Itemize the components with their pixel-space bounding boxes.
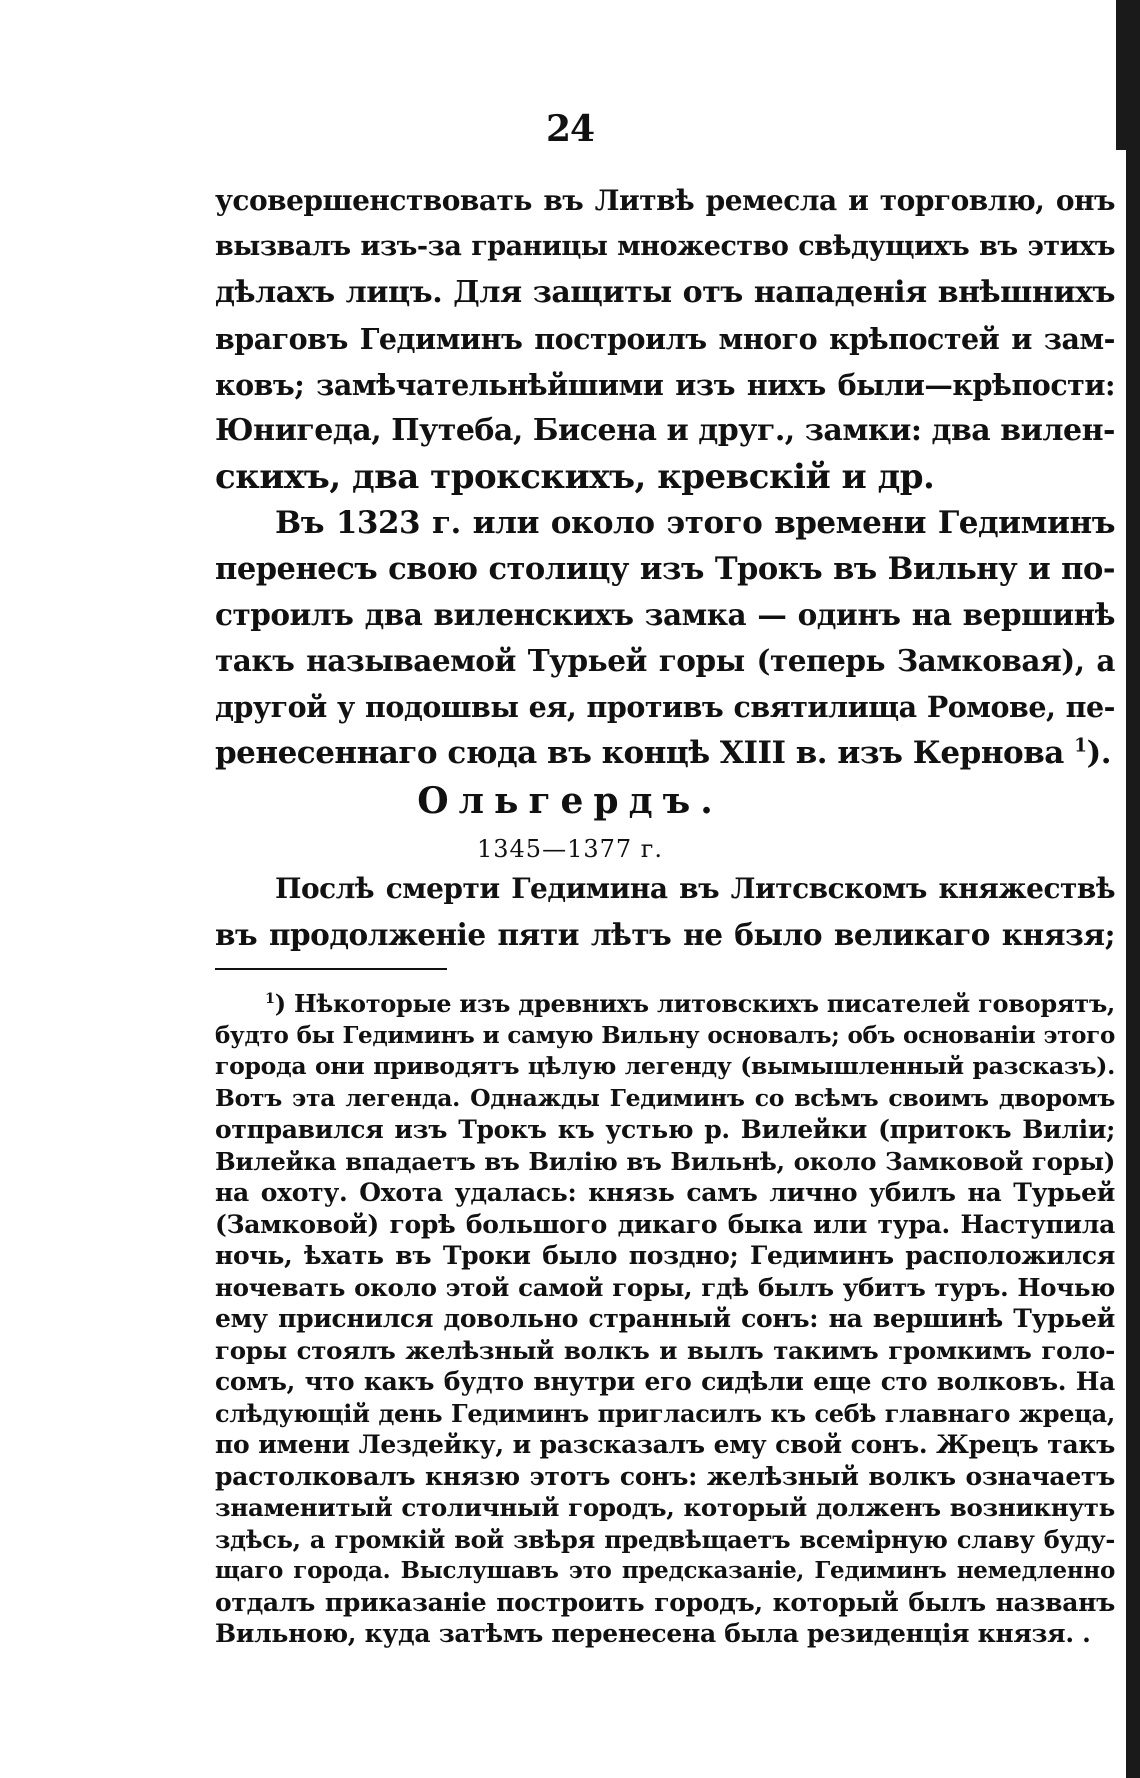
footnote-line: знаменитый столичный городъ, который долженъ возникнуть (215, 1493, 1115, 1522)
footnote-line: на охоту. Охота удалась: князь самъ лично убилъ на Турьей (215, 1178, 1115, 1207)
text-line: враговъ Гедиминъ построилъ много крѣпостей и зам- (215, 322, 1115, 356)
text-line: вызвалъ изъ-за границы множество свѣдущихъ въ этихъ (215, 231, 1115, 262)
footnote-line: ночь, ѣхать въ Троки было поздно; Гедиминъ расположился (215, 1241, 1115, 1270)
footnote-line: Вотъ эта легенда. Однажды Гедиминъ со всѣмъ своимъ дворомъ (215, 1083, 1115, 1112)
text-line: другой у подошвы ея, противъ святилища Ромове, пе- (215, 690, 1115, 724)
footnote-line: щаго города. Выслушавъ это предсказаніе, Гедиминъ немедленно (215, 1557, 1115, 1584)
footnote-line: отдалъ приказаніе построить городъ, который былъ названъ (215, 1587, 1115, 1617)
text-line: такъ называемой Турьей горы (теперь Замковая), а (215, 643, 1115, 678)
footnote-line: слѣдующій день Гедиминъ пригласилъ къ себѣ главнаго жреца, (215, 1398, 1115, 1428)
footnote-separator (215, 968, 447, 970)
page-edge-shadow (1126, 0, 1140, 1778)
text-line: ковъ; замѣчательнѣйшими изъ нихъ были—крѣпости: (215, 368, 1115, 402)
main-text-block (215, 178, 1115, 776)
footnote-line: сомъ, что какъ будто внутри его сидѣли еще сто волковъ. На (215, 1367, 1115, 1396)
text-line: перенесъ свою столицу изъ Трокъ въ Вильну и по- (215, 551, 1115, 587)
footnote-line: города они приводятъ цѣлую легенду (вымышленный разсказъ). (215, 1052, 1115, 1080)
footnote-line: ночевать около этой самой горы, гдѣ былъ убитъ туръ. Ночью (215, 1272, 1115, 1302)
text-line: Въ 1323 г. или около этого времени Гедиминъ (275, 505, 1115, 541)
text-line-with-note (215, 730, 1115, 776)
section-years: 1345—1377 г. (477, 835, 663, 863)
footnote-line: (Замковой) горѣ большого дикаго быка или тура. Наступила (215, 1209, 1115, 1239)
footnote-reference: 1 (1074, 735, 1087, 757)
text-line: въ продолженіе пяти лѣтъ не было великаго князя; (215, 917, 1115, 952)
text-line: Юнигеда, Путеба, Бисена и друг., замки: два вилен- (215, 413, 1115, 448)
footnote-mark: 1 (265, 990, 275, 1007)
footnote-line: здѣсь, а громкій вой звѣря предвѣщаетъ всемірную славу буду- (215, 1524, 1115, 1554)
text-segment: ) Нѣкоторые изъ древнихъ литовскихъ писателей говорятъ, (274, 989, 1115, 1018)
text-line: Послѣ смерти Гедимина въ Литсвскомъ княжествѣ (275, 872, 1115, 905)
text-segment: ренесеннаго сюда въ концѣ XIII в. изъ Кернова (215, 735, 1064, 771)
text-line: дѣлахъ лицъ. Для защиты отъ нападенія внѣшнихъ (215, 275, 1115, 310)
footnote-line: растолковалъ князю этотъ сонъ: желѣзный волкъ означаетъ (215, 1461, 1115, 1491)
footnote-line: ему приснился довольно странный сонъ: на вершинѣ Турьей (215, 1304, 1115, 1333)
footnote-block (215, 988, 1115, 1650)
footnote-line: по имени Лездейку, и разсказалъ ему свой сонъ. Жрецъ такъ (215, 1430, 1115, 1459)
text-line: скихъ, два трокскихъ, кревскій и др. (215, 457, 935, 497)
text-line: усовершенствовать въ Литвѣ ремесла и торговлю, онъ (215, 184, 1115, 217)
page-number: 24 (545, 108, 595, 150)
section-text-block (215, 866, 1115, 958)
footnote-line: горы стоялъ желѣзный волкъ и вылъ такимъ громкимъ голо- (215, 1335, 1115, 1365)
footnote-line (215, 988, 1115, 1020)
footnote-line: отправился изъ Трокъ къ устью р. Вилейки (притокъ Виліи; (215, 1115, 1115, 1144)
text-line: строилъ два виленскихъ замка — одинъ на вершинѣ (215, 597, 1115, 632)
text-segment: ). (1086, 735, 1112, 771)
footnote-line: Вилейка впадаетъ въ Вилію въ Вильнѣ, около Замковой горы) (215, 1146, 1115, 1176)
footnote-line: Вильною, куда затѣмъ перенесена была резиденція князя. . (215, 1619, 1091, 1648)
section-heading: Ольгердъ. (417, 780, 723, 822)
footnote-line: будто бы Гедиминъ и самую Вильну основалъ; объ основаніи этого (215, 1021, 1115, 1049)
